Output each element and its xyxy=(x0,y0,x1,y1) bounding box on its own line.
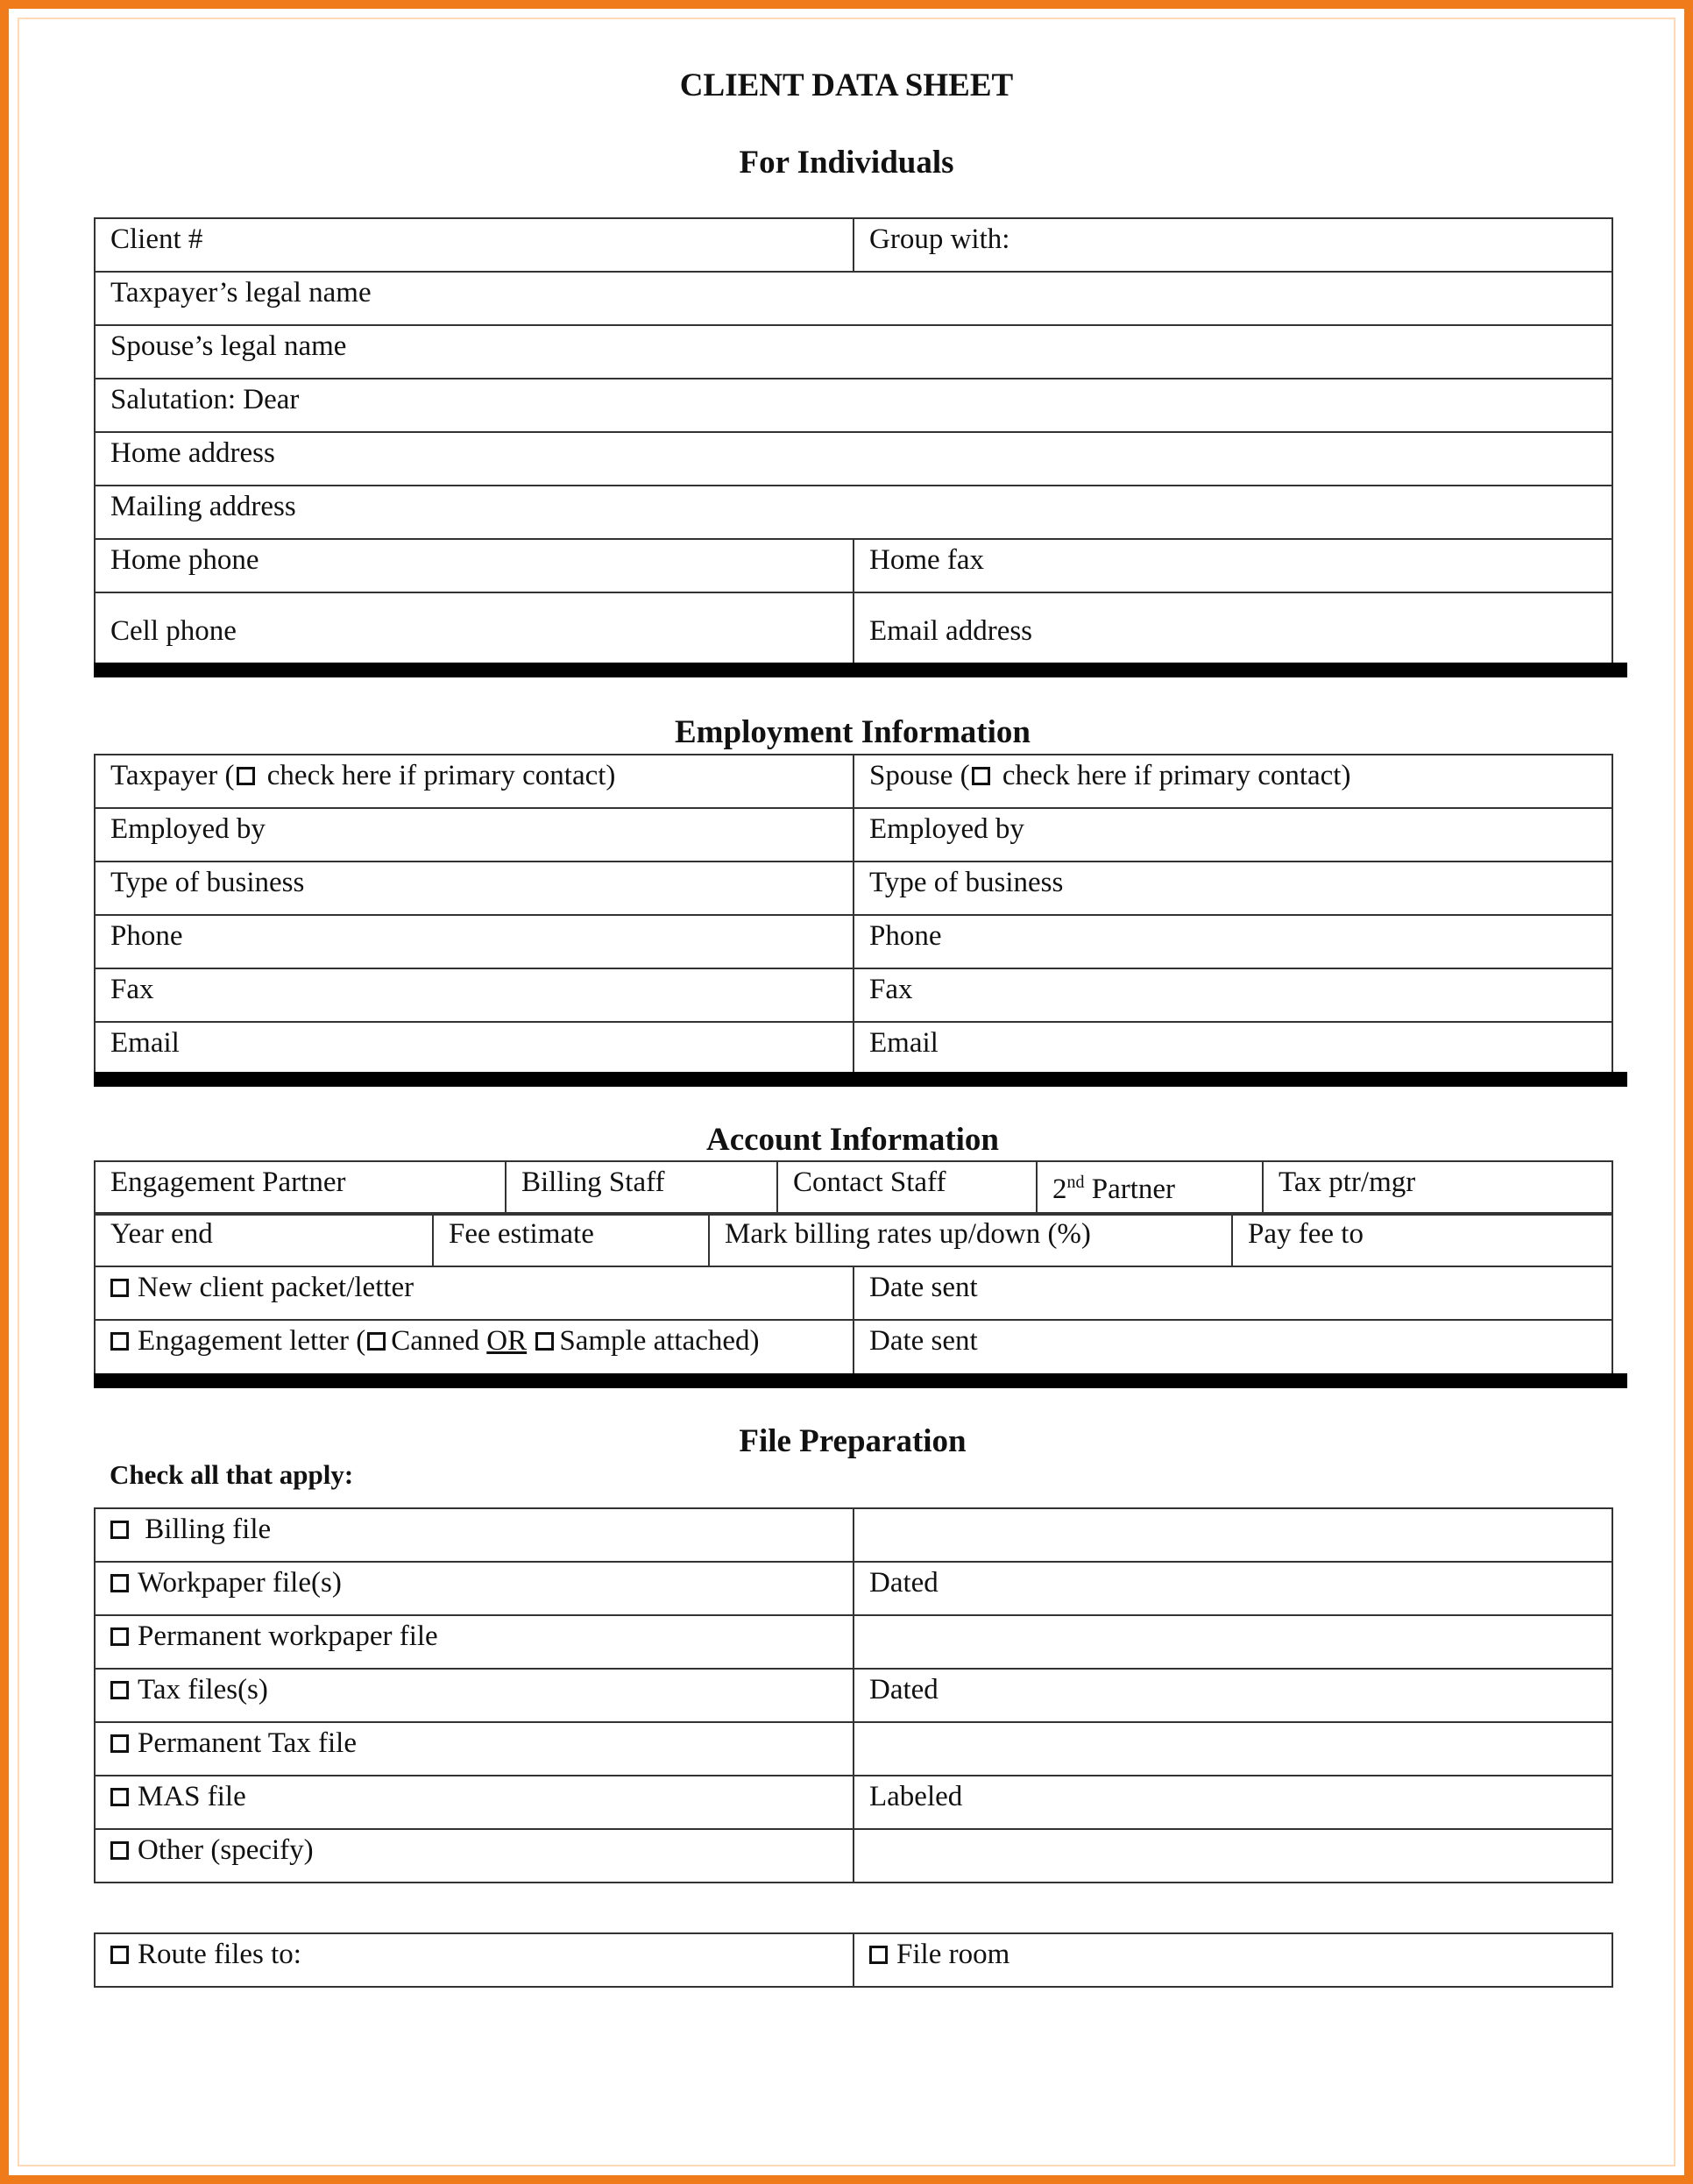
taxpayer-primary-contact xyxy=(95,755,854,808)
spouse-primary-checkbox[interactable] xyxy=(972,767,990,785)
file-row-detail[interactable] xyxy=(854,1508,1612,1562)
taxpayer-primary-label: check here if primary contact) xyxy=(259,760,616,791)
check-all-instruction: Check all that apply: xyxy=(110,1459,354,1490)
taxpayer-primary-checkbox[interactable] xyxy=(237,767,255,785)
new-client-packet-label: New client packet/letter xyxy=(138,1272,414,1303)
section-divider xyxy=(94,663,1627,677)
spouse-primary-label: check here if primary contact) xyxy=(995,760,1351,791)
spouse-employed-by-field[interactable]: Employed by xyxy=(854,808,1612,862)
salutation-field[interactable]: Salutation: Dear xyxy=(95,379,1612,432)
file-preparation-table xyxy=(94,1507,1613,1883)
account-fee-table xyxy=(94,1212,1613,1267)
permanent-tax-file-checkbox[interactable] xyxy=(110,1734,129,1753)
document-subtitle: For Individuals xyxy=(739,145,954,181)
file-row xyxy=(95,1776,854,1829)
email-address-field[interactable]: Email address xyxy=(854,592,1612,663)
cell-phone-field[interactable]: Cell phone xyxy=(95,592,854,663)
file-room-row xyxy=(854,1933,1612,1987)
home-address-field[interactable]: Home address xyxy=(95,432,1612,486)
billing-rates-field[interactable]: Mark billing rates up/down (%) xyxy=(709,1213,1232,1266)
billing-file-checkbox[interactable] xyxy=(110,1521,129,1539)
file-row-label: Workpaper file(s) xyxy=(138,1567,342,1599)
billing-staff-field[interactable]: Billing Staff xyxy=(506,1161,777,1215)
file-room-checkbox[interactable] xyxy=(869,1946,888,1964)
file-row xyxy=(95,1669,854,1722)
file-row-label: Billing file xyxy=(138,1514,272,1545)
file-row-label: Permanent Tax file xyxy=(138,1727,357,1759)
file-row-label: Tax files(s) xyxy=(138,1674,268,1705)
route-files-table xyxy=(94,1932,1613,1988)
route-files-row xyxy=(95,1933,854,1987)
letter-date-sent-field[interactable]: Date sent xyxy=(854,1320,1612,1374)
route-files-checkbox[interactable] xyxy=(110,1946,129,1964)
tax-files-checkbox[interactable] xyxy=(110,1681,129,1699)
taxpayer-work-phone-field[interactable]: Phone xyxy=(95,915,854,968)
file-row-detail[interactable] xyxy=(854,1829,1612,1883)
spouse-work-fax-field[interactable]: Fax xyxy=(854,968,1612,1022)
fee-estimate-field[interactable]: Fee estimate xyxy=(433,1213,709,1266)
section-divider xyxy=(94,1072,1627,1087)
pay-fee-to-field[interactable]: Pay fee to xyxy=(1232,1213,1612,1266)
taxpayer-employed-by-field[interactable]: Employed by xyxy=(95,808,854,862)
spouse-legal-name-field[interactable]: Spouse’s legal name xyxy=(95,325,1612,379)
or-label: OR xyxy=(486,1325,528,1357)
file-row-label: MAS file xyxy=(138,1781,246,1812)
taxpayer-work-fax-field[interactable]: Fax xyxy=(95,968,854,1022)
account-letters-table xyxy=(94,1266,1613,1375)
file-row-detail[interactable]: Dated xyxy=(854,1562,1612,1615)
spouse-primary-contact xyxy=(854,755,1612,808)
spouse-work-phone-field[interactable]: Phone xyxy=(854,915,1612,968)
document-title: CLIENT DATA SHEET xyxy=(679,67,1014,103)
year-end-field[interactable]: Year end xyxy=(95,1213,433,1266)
file-row-detail[interactable] xyxy=(854,1615,1612,1669)
file-row-detail[interactable] xyxy=(854,1722,1612,1776)
engagement-partner-field[interactable]: Engagement Partner xyxy=(95,1161,506,1215)
new-client-packet-checkbox[interactable] xyxy=(110,1279,129,1297)
route-files-label: Route files to: xyxy=(138,1939,301,1970)
tax-ptr-mgr-field[interactable]: Tax ptr/mgr xyxy=(1263,1161,1612,1215)
mailing-address-field[interactable]: Mailing address xyxy=(95,486,1612,539)
file-row-label: Permanent workpaper file xyxy=(138,1620,438,1652)
engagement-letter-label: Engagement letter ( xyxy=(138,1325,366,1357)
file-row-label: Other (specify) xyxy=(138,1834,314,1866)
file-row-detail[interactable]: Labeled xyxy=(854,1776,1612,1829)
sample-attached-label: Sample attached) xyxy=(559,1325,760,1357)
taxpayer-business-type-field[interactable]: Type of business xyxy=(95,862,854,915)
file-row-detail[interactable]: Dated xyxy=(854,1669,1612,1722)
sample-attached-checkbox[interactable] xyxy=(535,1332,554,1351)
taxpayer-prefix: Taxpayer ( xyxy=(110,760,235,791)
second-partner-num: 2 xyxy=(1052,1174,1067,1205)
group-with-field[interactable]: Group with: xyxy=(854,218,1612,272)
taxpayer-work-email-field[interactable]: Email xyxy=(95,1022,854,1075)
permanent-workpaper-checkbox[interactable] xyxy=(110,1627,129,1646)
file-row xyxy=(95,1562,854,1615)
file-room-label: File room xyxy=(896,1939,1010,1970)
engagement-letter-checkbox[interactable] xyxy=(110,1332,129,1351)
account-heading: Account Information xyxy=(705,1122,999,1158)
packet-date-sent-field[interactable]: Date sent xyxy=(854,1266,1612,1320)
workpaper-files-checkbox[interactable] xyxy=(110,1574,129,1592)
new-client-packet-row xyxy=(95,1266,854,1320)
spouse-prefix: Spouse ( xyxy=(869,760,970,791)
section-divider xyxy=(94,1373,1627,1388)
other-file-checkbox[interactable] xyxy=(110,1841,129,1860)
spouse-work-email-field[interactable]: Email xyxy=(854,1022,1612,1075)
contact-staff-field[interactable]: Contact Staff xyxy=(777,1161,1037,1215)
client-number-field[interactable]: Client # xyxy=(95,218,854,272)
file-row xyxy=(95,1508,854,1562)
home-phone-field[interactable]: Home phone xyxy=(95,539,854,592)
file-row xyxy=(95,1829,854,1883)
spouse-business-type-field[interactable]: Type of business xyxy=(854,862,1612,915)
canned-checkbox[interactable] xyxy=(367,1332,386,1351)
engagement-letter-row xyxy=(95,1320,854,1374)
employment-heading: Employment Information xyxy=(675,714,1031,750)
second-partner-sup: nd xyxy=(1066,1173,1085,1192)
file-preparation-heading: File Preparation xyxy=(739,1423,967,1459)
employment-table xyxy=(94,754,1613,1076)
account-staff-table xyxy=(94,1160,1613,1216)
mas-file-checkbox[interactable] xyxy=(110,1788,129,1806)
second-partner-label: Partner xyxy=(1084,1174,1176,1205)
canned-label: Canned xyxy=(391,1325,487,1357)
file-row xyxy=(95,1615,854,1669)
home-fax-field[interactable]: Home fax xyxy=(854,539,1612,592)
file-row xyxy=(95,1722,854,1776)
client-info-table xyxy=(94,217,1613,664)
taxpayer-legal-name-field[interactable]: Taxpayer’s legal name xyxy=(95,272,1612,325)
second-partner-field[interactable] xyxy=(1037,1161,1263,1215)
